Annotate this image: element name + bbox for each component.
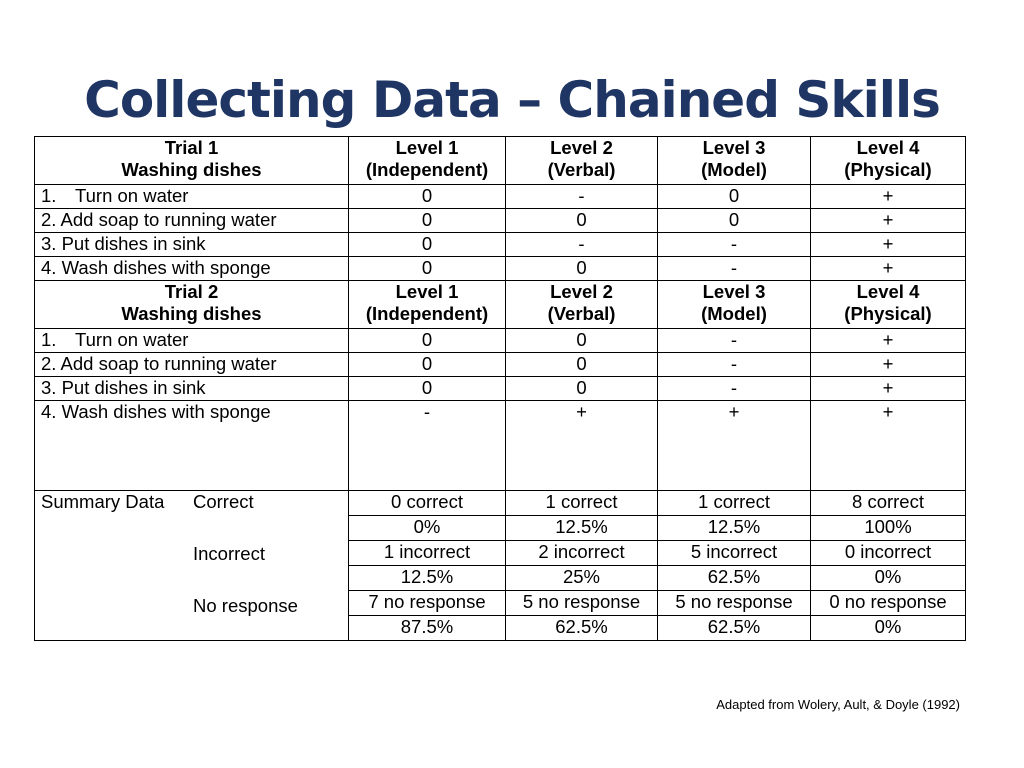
summary-cell: 1 correct xyxy=(658,491,811,516)
score-cell: 0 xyxy=(658,185,811,209)
level-1-header: Level 1 (Independent) xyxy=(349,281,506,329)
summary-category-no-response: No response xyxy=(193,595,298,616)
score-cell: 0 xyxy=(349,353,506,377)
trial-2-header: Trial 2 Washing dishes xyxy=(35,281,349,329)
summary-cell: 5 no response xyxy=(658,591,811,616)
score-cell: - xyxy=(349,401,506,491)
level-1-header: Level 1 (Independent) xyxy=(349,137,506,185)
summary-cell: 87.5% xyxy=(349,616,506,641)
summary-category-correct: Correct xyxy=(193,491,254,512)
summary-cell: 0 correct xyxy=(349,491,506,516)
level-2-header: Level 2 (Verbal) xyxy=(506,137,658,185)
summary-cell: 0% xyxy=(349,516,506,541)
step-label: 2. Add soap to running water xyxy=(35,209,349,233)
score-cell: - xyxy=(658,353,811,377)
summary-label-cell xyxy=(35,491,349,641)
score-cell: 0 xyxy=(349,185,506,209)
table-row xyxy=(35,329,966,353)
summary-cell: 62.5% xyxy=(658,616,811,641)
summary-row xyxy=(35,491,966,516)
step-label: 3. Put dishes in sink xyxy=(35,377,349,401)
source-citation: Adapted from Wolery, Ault, & Doyle (1992) xyxy=(716,697,960,712)
summary-cell: 12.5% xyxy=(349,566,506,591)
step-label: 2. Add soap to running water xyxy=(35,353,349,377)
score-cell: - xyxy=(658,233,811,257)
step-label: 4. Wash dishes with sponge xyxy=(35,257,349,281)
score-cell: + xyxy=(811,185,966,209)
trial-2-header-row xyxy=(35,281,966,329)
table-row xyxy=(35,353,966,377)
score-cell: + xyxy=(658,401,811,491)
score-cell: + xyxy=(811,257,966,281)
summary-cell: 5 no response xyxy=(506,591,658,616)
level-3-header: Level 3 (Model) xyxy=(658,137,811,185)
score-cell: 0 xyxy=(349,377,506,401)
table-row xyxy=(35,257,966,281)
level-3-header: Level 3 (Model) xyxy=(658,281,811,329)
summary-cell: 100% xyxy=(811,516,966,541)
score-cell: - xyxy=(658,257,811,281)
score-cell: - xyxy=(658,377,811,401)
data-table xyxy=(34,136,966,641)
score-cell: 0 xyxy=(506,209,658,233)
score-cell: + xyxy=(811,401,966,491)
table-row xyxy=(35,233,966,257)
step-label: 1. Turn on water xyxy=(35,185,349,209)
trial-1-header: Trial 1 Washing dishes xyxy=(35,137,349,185)
summary-cell: 5 incorrect xyxy=(658,541,811,566)
step-label: 4. Wash dishes with sponge xyxy=(35,401,349,491)
score-cell: 0 xyxy=(506,257,658,281)
score-cell: 0 xyxy=(506,377,658,401)
slide-title: Collecting Data – Chained Skills xyxy=(84,71,940,129)
table-row xyxy=(35,377,966,401)
summary-cell: 12.5% xyxy=(506,516,658,541)
score-cell: - xyxy=(506,185,658,209)
table-row xyxy=(35,185,966,209)
level-4-header: Level 4 (Physical) xyxy=(811,281,966,329)
summary-cell: 1 correct xyxy=(506,491,658,516)
summary-cell: 12.5% xyxy=(658,516,811,541)
score-cell: + xyxy=(811,233,966,257)
summary-cell: 7 no response xyxy=(349,591,506,616)
score-cell: 0 xyxy=(506,353,658,377)
score-cell: 0 xyxy=(506,329,658,353)
summary-cell: 0 no response xyxy=(811,591,966,616)
score-cell: 0 xyxy=(349,209,506,233)
summary-cell: 62.5% xyxy=(506,616,658,641)
summary-cell: 0 incorrect xyxy=(811,541,966,566)
level-2-header: Level 2 (Verbal) xyxy=(506,281,658,329)
summary-cell: 2 incorrect xyxy=(506,541,658,566)
table-row xyxy=(35,209,966,233)
score-cell: + xyxy=(811,329,966,353)
score-cell: + xyxy=(811,377,966,401)
score-cell: - xyxy=(506,233,658,257)
summary-category-incorrect: Incorrect xyxy=(193,543,265,564)
score-cell: + xyxy=(811,209,966,233)
table-row xyxy=(35,401,966,491)
summary-cell: 8 correct xyxy=(811,491,966,516)
score-cell: 0 xyxy=(349,233,506,257)
score-cell: + xyxy=(506,401,658,491)
score-cell: 0 xyxy=(349,257,506,281)
step-label: 1. Turn on water xyxy=(35,329,349,353)
score-cell: - xyxy=(658,329,811,353)
summary-label: Summary Data xyxy=(41,491,165,512)
summary-cell: 62.5% xyxy=(658,566,811,591)
step-label: 3. Put dishes in sink xyxy=(35,233,349,257)
level-4-header: Level 4 (Physical) xyxy=(811,137,966,185)
summary-cell: 0% xyxy=(811,566,966,591)
score-cell: 0 xyxy=(658,209,811,233)
score-cell: 0 xyxy=(349,329,506,353)
summary-cell: 25% xyxy=(506,566,658,591)
trial-1-header-row xyxy=(35,137,966,185)
summary-cell: 0% xyxy=(811,616,966,641)
summary-cell: 1 incorrect xyxy=(349,541,506,566)
score-cell: + xyxy=(811,353,966,377)
